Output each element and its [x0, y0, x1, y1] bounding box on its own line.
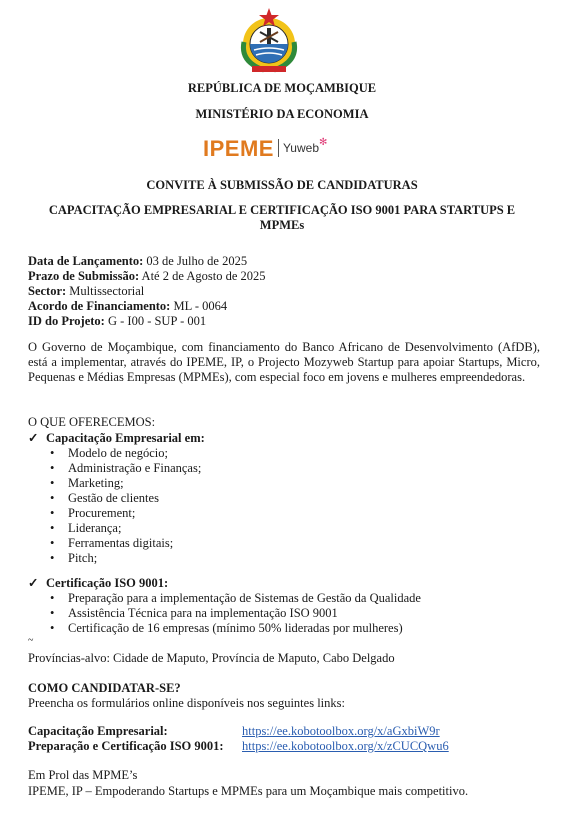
- detail-line: Prazo de Submissão: Até 2 de Agosto de 2025: [28, 269, 266, 283]
- checkmark-icon: ✓: [28, 576, 39, 590]
- apply-heading: COMO CANDIDATAR-SE?: [28, 681, 181, 695]
- detail-line: Acordo de Financiamento: ML - 0064: [28, 299, 228, 313]
- list-item: • Pitch;: [28, 551, 540, 566]
- ministry-heading: MINISTÉRIO DA ECONOMIA: [195, 107, 369, 121]
- tilde-mark: ~: [28, 635, 34, 646]
- detail-line: Data de Lançamento: 03 de Julho de 2025: [28, 254, 248, 268]
- link-label: Capacitação Empresarial:: [28, 724, 168, 738]
- offer-heading: O QUE OFERECEMOS:: [28, 415, 156, 429]
- list-item: • Certificação de 16 empresas (mínimo 50% lideradas por mulheres): [28, 621, 540, 636]
- logo-brand: IPEME: [203, 135, 274, 161]
- apply-links: [28, 724, 540, 754]
- list-item: • Administração e Finanças;: [28, 461, 540, 476]
- intro-paragraph: O Governo de Moçambique, com financiamento do Banco Africano de Desenvolvimento (AfDB), está a implementar, através do IPEME, IP, o Projecto Mozyweb Startup para apoiar Startups, Micro, Pequenas e Médias Empresas (MPMEs), com especial foco em jovens e mulheres empreendedoras.: [28, 340, 540, 384]
- list-item: • Gestão de clientes: [28, 491, 540, 506]
- section-title: Certificação ISO 9001:: [46, 576, 169, 590]
- link-label: Preparação e Certificação ISO 9001:: [28, 739, 224, 753]
- list-item: • Marketing;: [28, 476, 540, 491]
- list-item: • Preparação para a implementação de Sistemas de Gestão da Qualidade: [28, 591, 540, 606]
- checkmark-icon: ✓: [28, 431, 39, 445]
- logo-divider: [278, 139, 279, 157]
- list-item: • Procurement;: [28, 506, 540, 521]
- republic-heading: REPÚBLICA DE MOÇAMBIQUE: [187, 81, 377, 95]
- link-row: [28, 724, 540, 739]
- list-item: • Assistência Técnica para na implementação ISO 9001: [28, 606, 540, 621]
- footer-line-1: Em Prol das MPME’s: [28, 768, 138, 782]
- call-subtitle: CAPACITAÇÃO EMPRESARIAL E CERTIFICAÇÃO ISO 9001 PARA STARTUPS E MPMEs: [48, 203, 516, 232]
- detail-line: ID do Projeto: G - I00 - SUP - 001: [28, 314, 207, 328]
- list-item: • Ferramentas digitais;: [28, 536, 540, 551]
- list-item: • Modelo de negócio;: [28, 446, 540, 461]
- link-row: [28, 739, 540, 754]
- project-details: [28, 254, 540, 329]
- ipeme-logo: [203, 136, 327, 160]
- apply-text: Preencha os formulários online disponíveis nos seguintes links:: [28, 696, 345, 710]
- detail-line: Sector: Multissectorial: [28, 284, 145, 298]
- mozambique-coat-of-arms-icon: [234, 6, 304, 76]
- offer-section-iso: [28, 576, 540, 636]
- target-provinces: Províncias-alvo: Cidade de Maputo, Província de Maputo, Cabo Delgado: [28, 651, 395, 665]
- offer-section-capacitacao: [28, 431, 540, 566]
- list-item: • Liderança;: [28, 521, 540, 536]
- footer-line-2: IPEME, IP – Empoderando Startups e MPMEs para um Moçambique mais competitivo.: [28, 784, 469, 798]
- capacitacao-form-link[interactable]: https://ee.kobotoolbox.org/x/aGxbiW9r: [242, 724, 440, 738]
- iso-form-link[interactable]: https://ee.kobotoolbox.org/x/zCUCQwu6: [242, 739, 449, 753]
- call-title: CONVITE À SUBMISSÃO DE CANDIDATURAS: [146, 178, 418, 192]
- logo-partner: Yuweb: [282, 140, 319, 155]
- sparkle-icon: ✻: [319, 136, 328, 148]
- section-title: Capacitação Empresarial em:: [46, 431, 205, 445]
